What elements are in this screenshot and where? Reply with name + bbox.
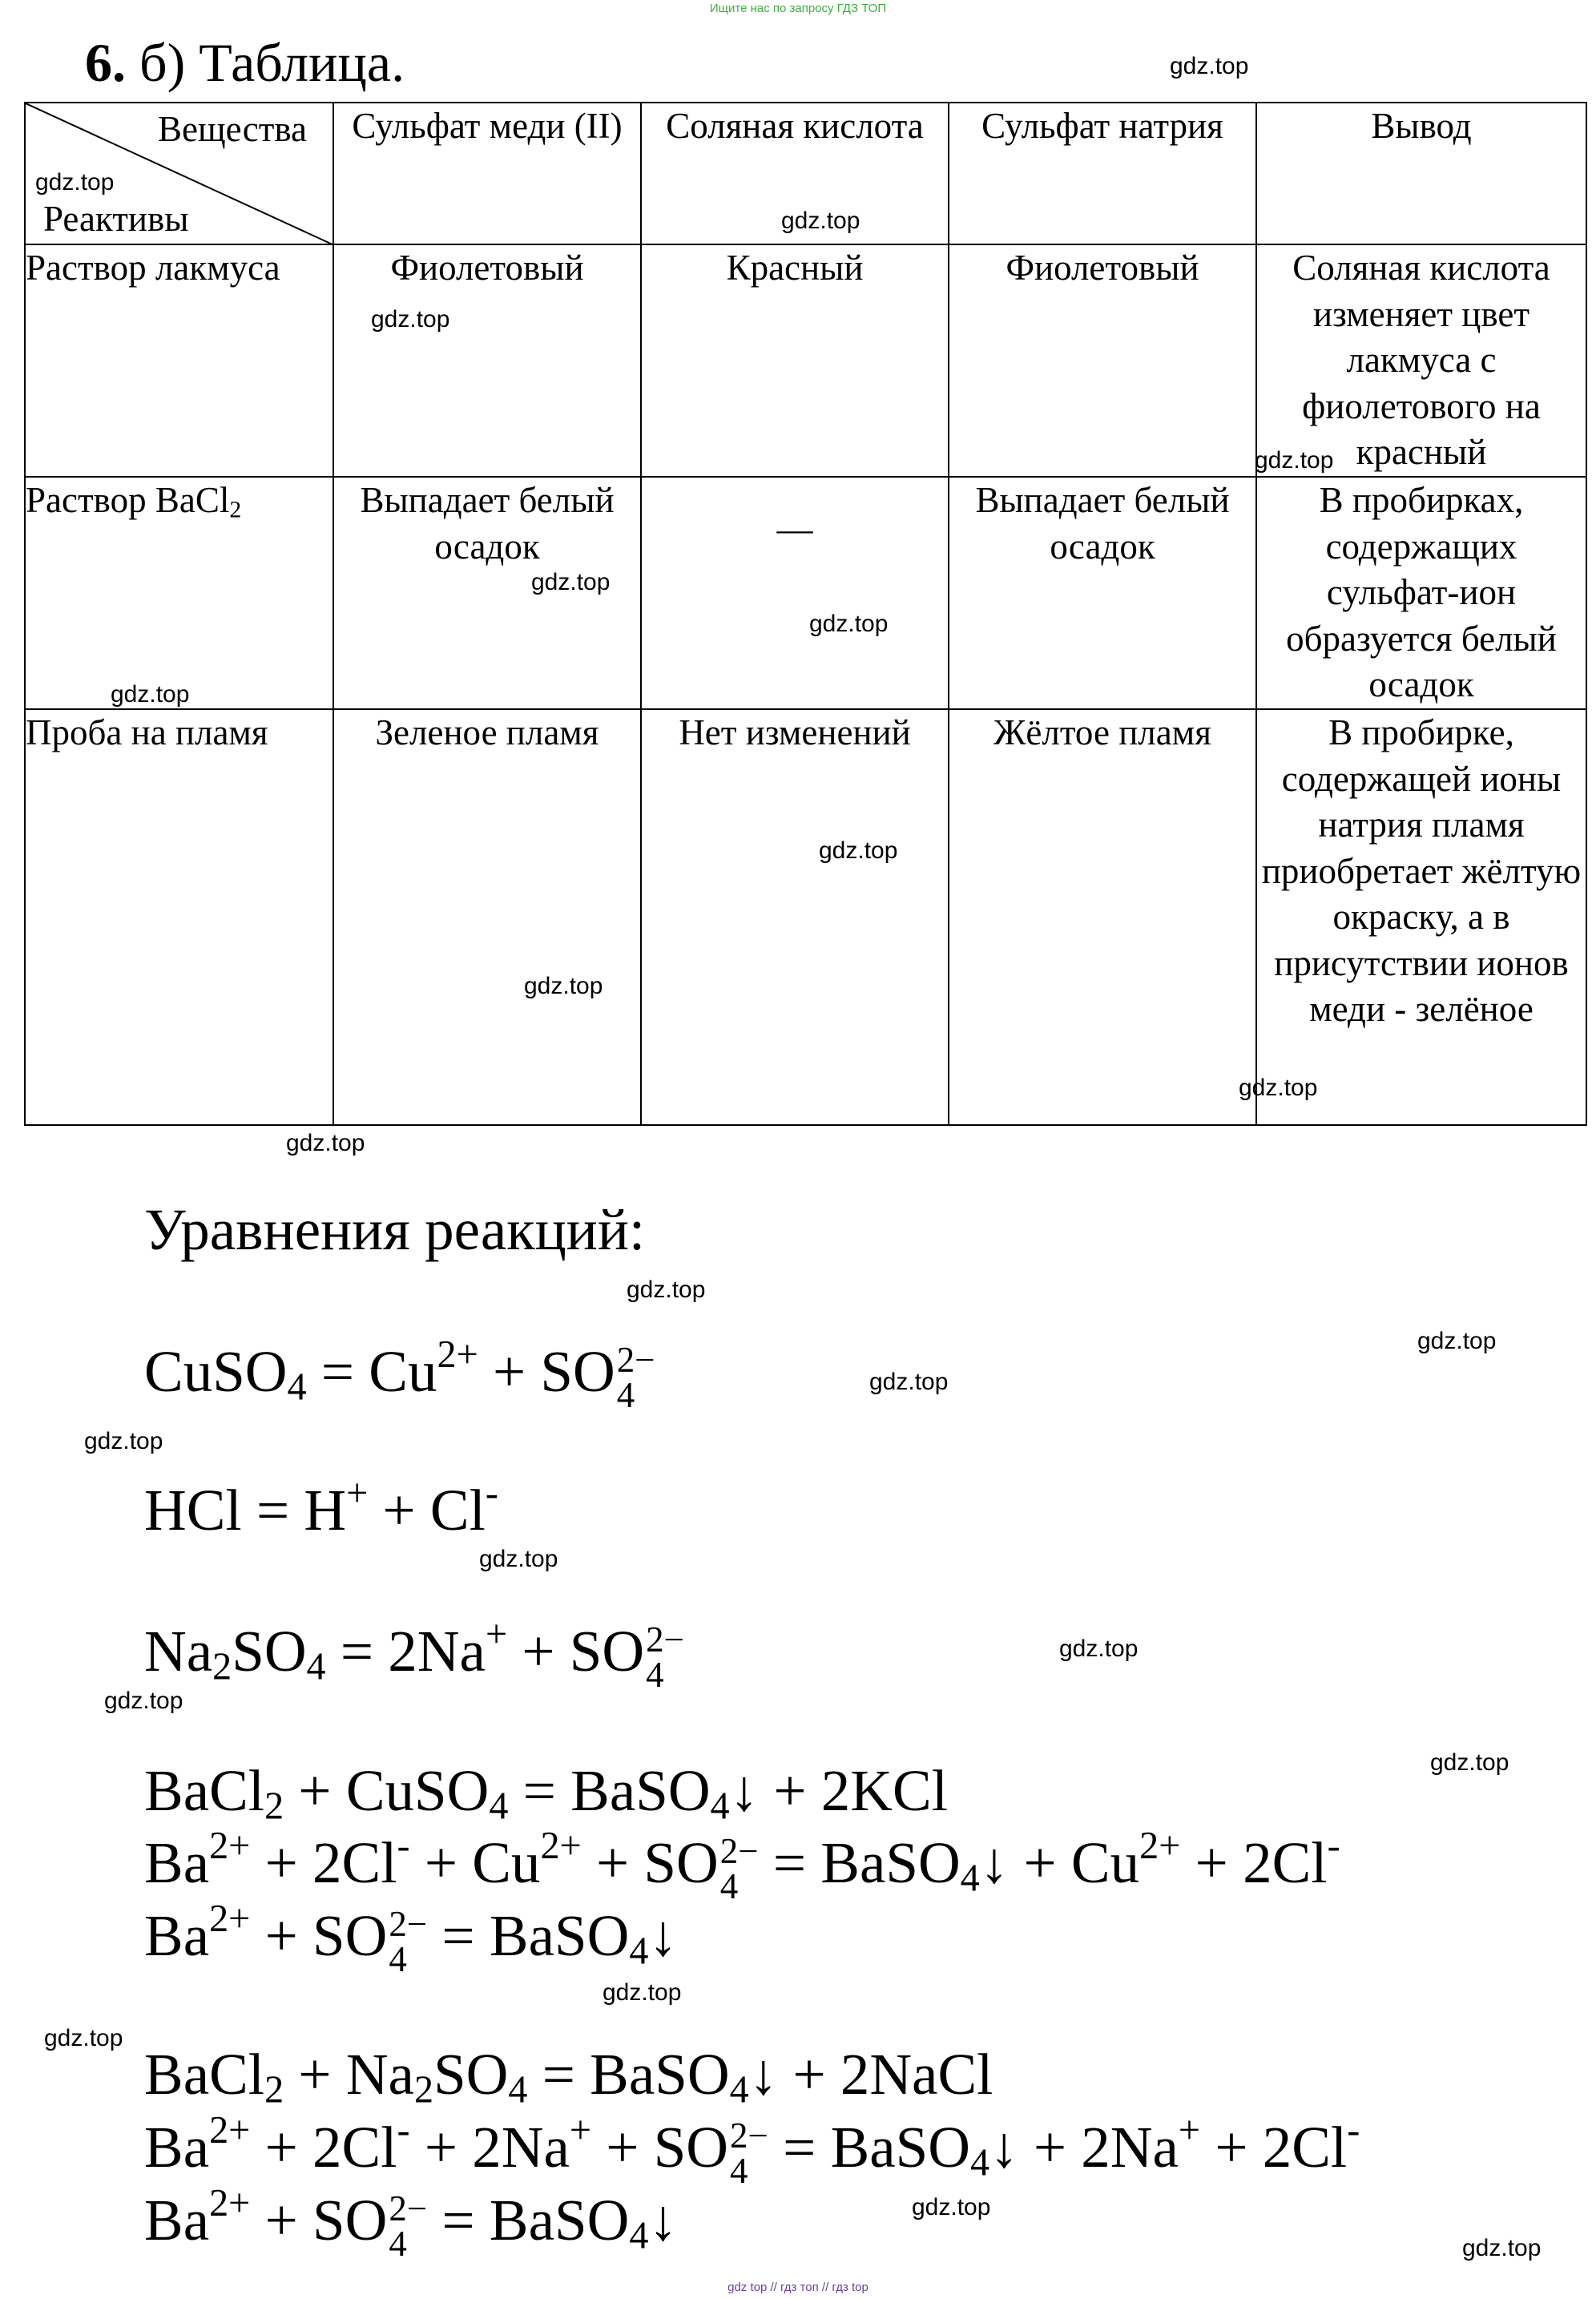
equation: $Ba^{2+} + 2Cl^- + Cu^{2+}$ + SO 2− 4 = BaSO$_4$↓ + $Cu^{2+} + 2Cl^-$: [144, 1825, 1340, 1907]
watermark: gdz.top: [524, 973, 603, 999]
watermark: gdz.top: [84, 1428, 163, 1454]
table-row: [25, 244, 1586, 477]
equation: $Na_2SO_4 = 2Na^+$ + SO 2− 4: [144, 1613, 684, 1696]
table-cell: Красный: [641, 244, 949, 477]
conclusion-cell: В пробирках, содержащих сульфат-ион образуется белый осадок: [1256, 477, 1586, 709]
table-cell: Нет изменений: [641, 709, 949, 1125]
corner-substances-label: Вещества: [158, 109, 307, 149]
watermark: gdz.top: [1059, 1636, 1139, 1662]
equation: $Ba^{2+}$ + SO 2− 4 = BaSO$_4$↓: [144, 1898, 678, 1980]
equation: CuSO$_4$ = $Cu^{2+}$ + SO 2− 4: [144, 1333, 655, 1416]
top-search-hint: Ищите нас по запросу ГДЗ ТОП: [709, 2, 887, 15]
results-table: [24, 102, 1587, 1126]
table-cell: Зеленое пламя: [333, 709, 641, 1125]
conclusion-cell: Соляная кислота изменяет цвет лакмуса с фиолетового на красный: [1256, 244, 1586, 477]
watermark: gdz.top: [819, 837, 898, 864]
watermark: gdz.top: [1255, 447, 1334, 474]
table-row: [25, 477, 1586, 709]
conclusion-cell: В пробирке, содержащей ионы натрия пламя приобретает жёлтую окраску, а в присутствии ионов меди - зелёное: [1256, 709, 1586, 1125]
equation: BaCl$_2$ + $Na_2SO_4$ = BaSO$_4$↓ + 2NaCl: [144, 2042, 993, 2111]
watermark: gdz.top: [809, 611, 889, 637]
watermark: gdz.top: [286, 1130, 365, 1156]
column-header: Вывод: [1256, 103, 1586, 244]
table-cell: Жёлтое пламя: [949, 709, 1256, 1125]
watermark: gdz.top: [1462, 2235, 1542, 2261]
watermark: gdz.top: [1239, 1075, 1318, 1101]
watermark: gdz.top: [781, 208, 860, 234]
table-cell: [641, 477, 949, 709]
watermark: gdz.top: [603, 1979, 682, 2006]
watermark: gdz.top: [104, 1688, 183, 1714]
reagent-subscript: 2: [229, 497, 242, 523]
equation: $Ba^{2+}$ + SO 2− 4 = BaSO$_4$↓: [144, 2182, 678, 2265]
task-number: 6.: [85, 32, 126, 93]
reagent-cell: Проба на пламя: [25, 709, 333, 1125]
table-cell: Фиолетовый: [949, 244, 1256, 477]
watermark: gdz.top: [1170, 53, 1249, 79]
table-cell: Выпадает белый осадок: [949, 477, 1256, 709]
watermark: gdz.top: [1430, 1749, 1509, 1776]
watermark: gdz.top: [111, 681, 190, 708]
column-header: Соляная кислота: [641, 103, 949, 244]
watermark: gdz.top: [531, 569, 611, 595]
dash-value: —: [776, 509, 813, 549]
watermark: gdz.top: [35, 169, 115, 196]
watermark: gdz.top: [371, 306, 450, 333]
watermark: gdz.top: [44, 2025, 123, 2051]
column-header: Сульфат меди (II): [333, 103, 641, 244]
equation: $Ba^{2+} + 2Cl^- + 2Na^+$ + SO 2− 4 = BaSO$_4$↓ + 2Na+ + 2Cl-: [144, 2109, 1360, 2192]
watermark: gdz.top: [869, 1369, 949, 1395]
reagent-cell: Раствор лакмуса: [25, 244, 333, 477]
equations-title: Уравнения реакций:: [144, 1197, 646, 1262]
reagent-name: Раствор BaCl: [26, 480, 230, 520]
column-header: Сульфат натрия: [949, 103, 1256, 244]
watermark: gdz.top: [912, 2194, 991, 2220]
equation: HCl = H+ + Cl-: [144, 1472, 498, 1543]
reagent-cell: [25, 477, 333, 709]
equation: BaCl$_2$ + CuSO$_4$ = BaSO$_4$↓ + 2KCl: [144, 1758, 948, 1828]
corner-reagents-label: Реактивы: [43, 198, 189, 239]
watermark: gdz.top: [479, 1546, 558, 1572]
watermark: gdz.top: [627, 1277, 706, 1303]
watermark: gdz.top: [1417, 1328, 1497, 1354]
task-title: б) Таблица.: [139, 32, 405, 93]
bottom-site-note: gdz top // гдз топ // гдз top: [727, 2281, 869, 2294]
table-cell: Фиолетовый: [333, 244, 641, 477]
table-cell: Выпадает белый осадок: [333, 477, 641, 709]
page-title: [85, 30, 405, 95]
table-row: [25, 709, 1586, 1125]
